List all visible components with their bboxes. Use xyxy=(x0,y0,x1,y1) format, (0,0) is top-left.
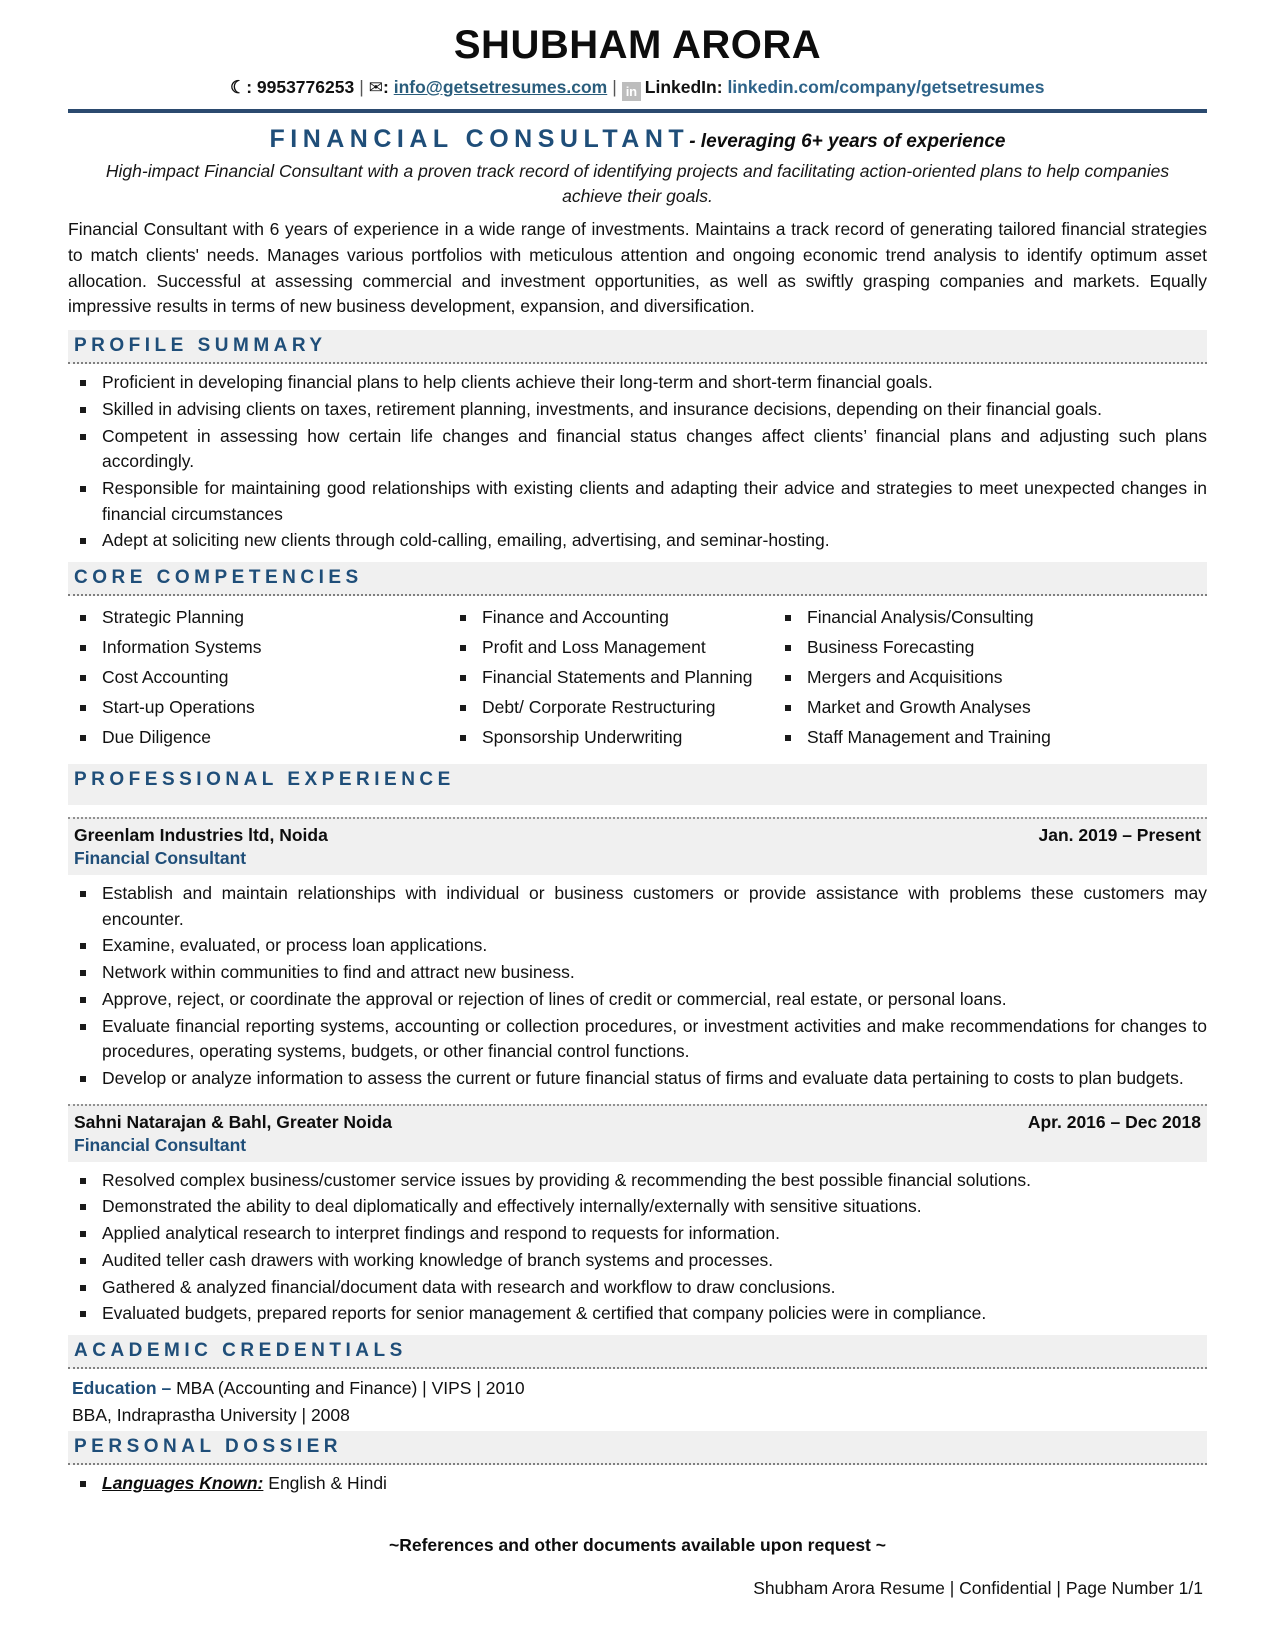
job-responsibilities-list xyxy=(68,1168,1207,1327)
job-dates: Apr. 2016 – Dec 2018 xyxy=(1027,1111,1201,1132)
job-header xyxy=(68,817,1207,848)
section-header-core-competencies xyxy=(68,562,1207,596)
email-link[interactable]: info@getsetresumes.com xyxy=(393,77,608,97)
header-divider xyxy=(68,109,1207,113)
linkedin-url[interactable]: linkedin.com/company/getsetresumes xyxy=(727,77,1045,97)
list-item: Sponsorship Underwriting xyxy=(448,726,773,750)
list-item: Responsible for maintaining good relationships with existing clients and adapting their advice and strategies to meet unexpected changes in financial circumstances xyxy=(68,476,1207,527)
list-item: Establish and maintain relationships with individual or business customers or provide assistance with problems these customers may encounter. xyxy=(68,881,1207,932)
section-title: CORE COMPETENCIES xyxy=(74,567,363,589)
contact-line xyxy=(68,74,1207,101)
list-item: Cost Accounting xyxy=(68,666,448,690)
job-company: Greenlam Industries ltd, Noida xyxy=(74,825,328,845)
competency-column-3 xyxy=(773,606,1207,756)
list-item: Financial Statements and Planning xyxy=(448,666,773,690)
list-item: Demonstrated the ability to deal diplomatically and effectively internally/externally with sensitive situations. xyxy=(68,1194,1207,1220)
linkedin-label: LinkedIn: xyxy=(644,77,723,97)
section-title: PROFESSIONAL EXPERIENCE xyxy=(74,769,455,790)
linkedin-icon: in xyxy=(622,82,641,101)
section-title: PROFILE SUMMARY xyxy=(74,335,327,357)
competency-column-1 xyxy=(68,606,448,756)
education-label: Education – xyxy=(72,1378,172,1399)
contact-separator-1: | xyxy=(359,77,364,97)
list-item: Resolved complex business/customer service issues by providing & recommending the best possible financial solutions. xyxy=(68,1168,1207,1194)
education-line-1 xyxy=(68,1375,1207,1402)
list-item: Evaluate financial reporting systems, accounting or collection procedures, or investment activities and make recommendations for changes to procedures, operating systems, budgets, or other financial control functions. xyxy=(68,1014,1207,1065)
candidate-name: SHUBHAM ARORA xyxy=(453,23,822,67)
professional-summary-paragraph: Financial Consultant with 6 years of experience in a wide range of investments. Maintains a track record of generating tailored financial strategies to match clients' needs. Manages various portfolios with meticulous attention and ongoing economic trend analysis to identify optimum asset allocation. Successful at assessing commercial and investment opportunities, as well as swiftly grasping companies and markets. Equally impressive results in terms of new business development, expansion, and diversification. xyxy=(68,219,1207,317)
experience-entry xyxy=(68,817,1207,1092)
phone-number[interactable]: : 9953776253 xyxy=(246,77,355,97)
list-item: Audited teller cash drawers with working knowledge of branch systems and processes. xyxy=(68,1248,1207,1274)
phone-icon: ☽ xyxy=(230,77,247,97)
headline-subtext: High-impact Financial Consultant with a proven track record of identifying projects and facilitating action-oriented plans to help companies achieve their goals. xyxy=(105,160,1170,206)
job-role-bar xyxy=(68,1135,1207,1162)
section-header-profile-summary xyxy=(68,330,1207,364)
target-role: FINANCIAL CONSULTANT xyxy=(269,125,690,153)
list-item: Information Systems xyxy=(68,636,448,660)
references-note: ~References and other documents available upon request ~ xyxy=(389,1535,886,1556)
headline-block xyxy=(68,123,1207,156)
job-responsibilities-list xyxy=(68,881,1207,1092)
job-role-bar xyxy=(68,848,1207,875)
education-line-2: BBA, Indraprastha University | 2008 xyxy=(72,1405,350,1426)
section-title: ACADEMIC CREDENTIALS xyxy=(74,1340,407,1362)
list-item: Proficient in developing financial plans to help clients achieve their long-term and short-term financial goals. xyxy=(68,370,1207,396)
languages-label: Languages Known: xyxy=(102,1473,264,1494)
section-header-academic-credentials xyxy=(68,1335,1207,1369)
list-item: Profit and Loss Management xyxy=(448,636,773,660)
document-footer: Shubham Arora Resume | Confidential | Page Number 1/1 xyxy=(753,1578,1203,1599)
job-dates: Jan. 2019 – Present xyxy=(1038,825,1201,845)
job-company: Sahni Natarajan & Bahl, Greater Noida xyxy=(74,1111,393,1132)
list-item: Applied analytical research to interpret findings and respond to requests for information. xyxy=(68,1221,1207,1247)
list-item xyxy=(68,1471,1207,1497)
list-item: Market and Growth Analyses xyxy=(773,696,1207,720)
list-item: Due Diligence xyxy=(68,726,448,750)
list-item: Evaluated budgets, prepared reports for senior management & certified that company policies were in compliance. xyxy=(68,1301,1207,1327)
list-item: Business Forecasting xyxy=(773,636,1207,660)
list-item: Debt/ Corporate Restructuring xyxy=(448,696,773,720)
core-competencies-grid xyxy=(68,606,1207,756)
list-item: Finance and Accounting xyxy=(448,606,773,630)
section-title: PERSONAL DOSSIER xyxy=(74,1436,343,1458)
section-header-personal-dossier xyxy=(68,1431,1207,1465)
job-title: Financial Consultant xyxy=(74,1134,247,1155)
contact-separator-2: | xyxy=(612,77,617,97)
list-item: Financial Analysis/Consulting xyxy=(773,606,1207,630)
list-item: Skilled in advising clients on taxes, retirement planning, investments, and insurance decisions, depending on their financial goals. xyxy=(68,397,1207,423)
list-item: Staff Management and Training xyxy=(773,726,1207,750)
experience-entry xyxy=(68,1104,1207,1327)
section-header-professional-experience xyxy=(68,764,1207,805)
list-item: Competent in assessing how certain life changes and financial status changes affect clients’ financial plans and adjusting such plans accordingly. xyxy=(68,424,1207,475)
list-item: Examine, evaluated, or process loan applications. xyxy=(68,933,1207,959)
envelope-icon: ✉ xyxy=(368,78,384,97)
languages-value: English & Hindi xyxy=(268,1473,387,1494)
list-item: Gathered & analyzed financial/document data with research and workflow to draw conclusions. xyxy=(68,1275,1207,1301)
list-item: Strategic Planning xyxy=(68,606,448,630)
job-header xyxy=(68,1104,1207,1135)
personal-dossier-list xyxy=(68,1471,1207,1497)
education-degree-1: MBA (Accounting and Finance) | VIPS | 2010 xyxy=(176,1378,525,1399)
list-item: Adept at soliciting new clients through cold-calling, emailing, advertising, and seminar-hosting. xyxy=(68,528,1207,554)
job-title: Financial Consultant xyxy=(74,848,247,868)
list-item: Develop or analyze information to assess the current or future financial status of firms and evaluate data pertaining to costs to plan budgets. xyxy=(68,1066,1207,1092)
list-item: Network within communities to find and attract new business. xyxy=(68,960,1207,986)
profile-summary-list xyxy=(68,370,1207,554)
list-item: Approve, reject, or coordinate the approval or rejection of lines of credit or commercial, real estate, or personal loans. xyxy=(68,987,1207,1013)
resume-header xyxy=(68,20,1207,113)
role-tagline: - leveraging 6+ years of experience xyxy=(689,131,1006,152)
email-prefix: : xyxy=(383,77,389,97)
list-item: Start-up Operations xyxy=(68,696,448,720)
competency-column-2 xyxy=(448,606,773,756)
list-item: Mergers and Acquisitions xyxy=(773,666,1207,690)
